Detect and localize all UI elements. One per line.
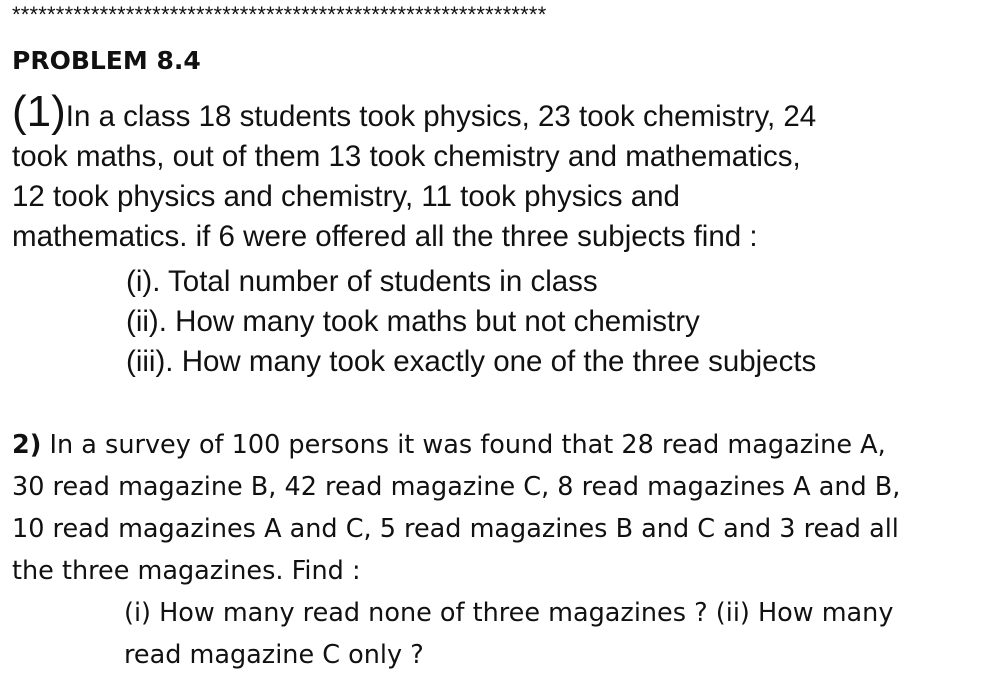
problem-2-number: 2) — [12, 430, 42, 460]
problem-1-statement — [12, 87, 972, 257]
problem-1-parts — [126, 262, 816, 382]
problem-1-number: (1) — [12, 87, 66, 136]
problem-1-line — [12, 87, 972, 137]
problem-2-statement — [12, 424, 972, 592]
asterisk-divider: ************************************************************* — [12, 2, 547, 27]
problem-2-text: In a survey of 100 persons it was found that 28 read magazine A, — [41, 430, 886, 460]
problem-2-part-line: (i) How many read none of three magazines ? (ii) How many — [124, 598, 894, 628]
problem-1-text: In a class 18 students took physics, 23 took chemistry, 24 — [65, 100, 817, 133]
problem-2-part-line: read magazine C only ? — [124, 640, 424, 670]
problem-1-part-ii: (ii). How many took maths but not chemistry — [126, 305, 700, 338]
problem-2-line: the three magazines. Find : — [12, 556, 361, 586]
problem-heading: PROBLEM 8.4 — [12, 46, 201, 75]
problem-2-parts — [124, 592, 893, 676]
problem-1-line: 12 took physics and chemistry, 11 took physics and — [12, 180, 680, 213]
problem-2-line: 30 read magazine B, 42 read magazine C, 8 read magazines A and B, — [12, 472, 901, 502]
problem-2-line — [12, 424, 972, 466]
problem-1-line: took maths, out of them 13 took chemistry and mathematics, — [12, 140, 801, 173]
problem-1-part-iii: (iii). How many took exactly one of the three subjects — [126, 345, 817, 378]
problem-1-part-i: (i). Total number of students in class — [126, 265, 598, 298]
problem-1-line: mathematics. if 6 were offered all the three subjects find : — [12, 220, 758, 253]
problem-2-line: 10 read magazines A and C, 5 read magazines B and C and 3 read all — [12, 514, 899, 544]
